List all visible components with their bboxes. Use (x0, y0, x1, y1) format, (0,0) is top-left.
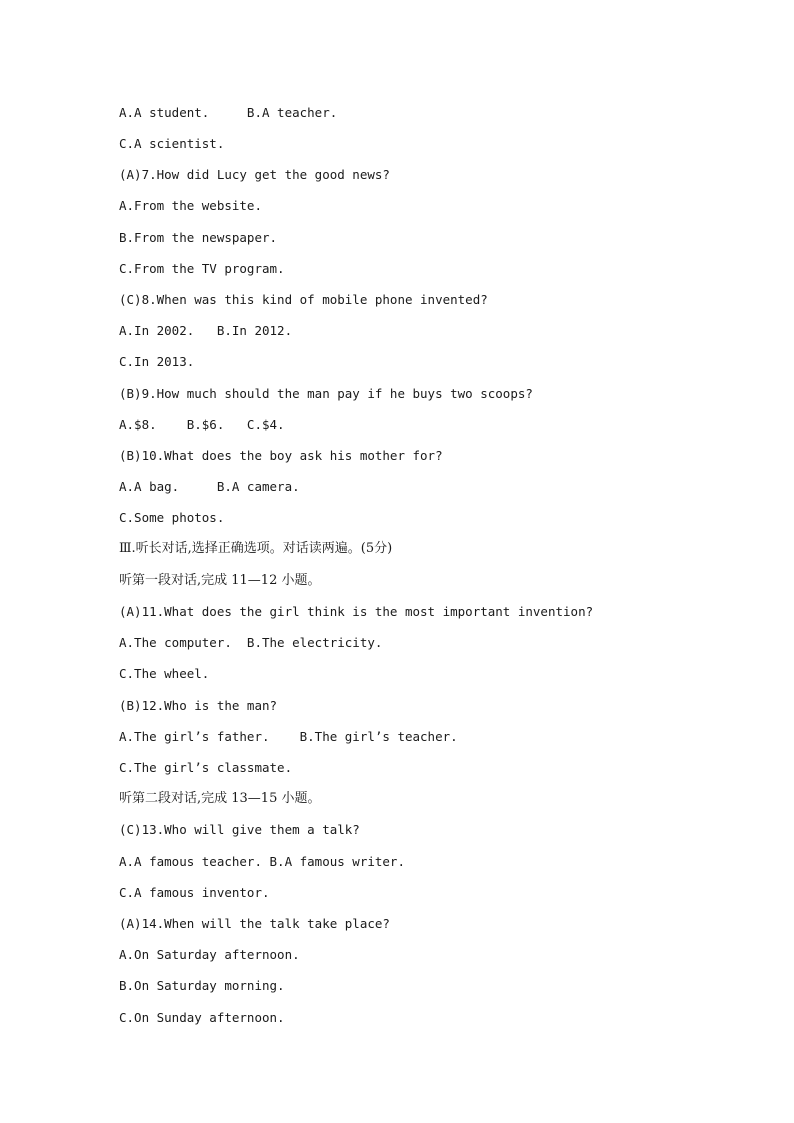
question-line: (C)8.When was this kind of mobile phone invented? (119, 292, 488, 307)
option-line: A.The girl’s father. B.The girl’s teacher. (119, 729, 458, 744)
option-line: A.$8. B.$6. C.$4. (119, 417, 285, 432)
option-line: B.From the newspaper. (119, 230, 278, 245)
option-line: B.On Saturday morning. (119, 978, 285, 993)
option-line: C.The wheel. (119, 666, 210, 681)
option-line: C.From the TV program. (119, 261, 285, 276)
question-line: (B)9.How much should the man pay if he buys two scoops? (119, 386, 533, 401)
option-line: C.The girl’s classmate. (119, 760, 293, 775)
question-line: (A)11.What does the girl think is the most important invention? (119, 604, 594, 619)
question-line: (C)13.Who will give them a talk? (119, 822, 360, 837)
option-line: A.In 2002. B.In 2012. (119, 323, 293, 338)
dialogue-instruction: 听第一段对话,完成 11—12 小题。 (119, 573, 321, 588)
option-line: C.In 2013. (119, 354, 195, 369)
option-line: C.A scientist. (119, 136, 225, 151)
dialogue-instruction: 听第二段对话,完成 13—15 小题。 (119, 791, 321, 806)
option-line: C.A famous inventor. (119, 885, 270, 900)
option-line: C.Some photos. (119, 510, 225, 525)
question-line: (B)12.Who is the man? (119, 698, 278, 713)
option-line: A.A student. B.A teacher. (119, 105, 338, 120)
question-line: (B)10.What does the boy ask his mother for? (119, 448, 443, 463)
option-line: A.On Saturday afternoon. (119, 947, 300, 962)
section-heading: Ⅲ.听长对话,选择正确选项。对话读两遍。(5分) (119, 541, 393, 556)
question-line: (A)14.When will the talk take place? (119, 916, 390, 931)
option-line: A.A famous teacher. B.A famous writer. (119, 854, 405, 869)
option-line: C.On Sunday afternoon. (119, 1010, 285, 1025)
option-line: A.The computer. B.The electricity. (119, 635, 383, 650)
question-line: (A)7.How did Lucy get the good news? (119, 167, 390, 182)
option-line: A.A bag. B.A camera. (119, 479, 300, 494)
option-line: A.From the website. (119, 198, 262, 213)
